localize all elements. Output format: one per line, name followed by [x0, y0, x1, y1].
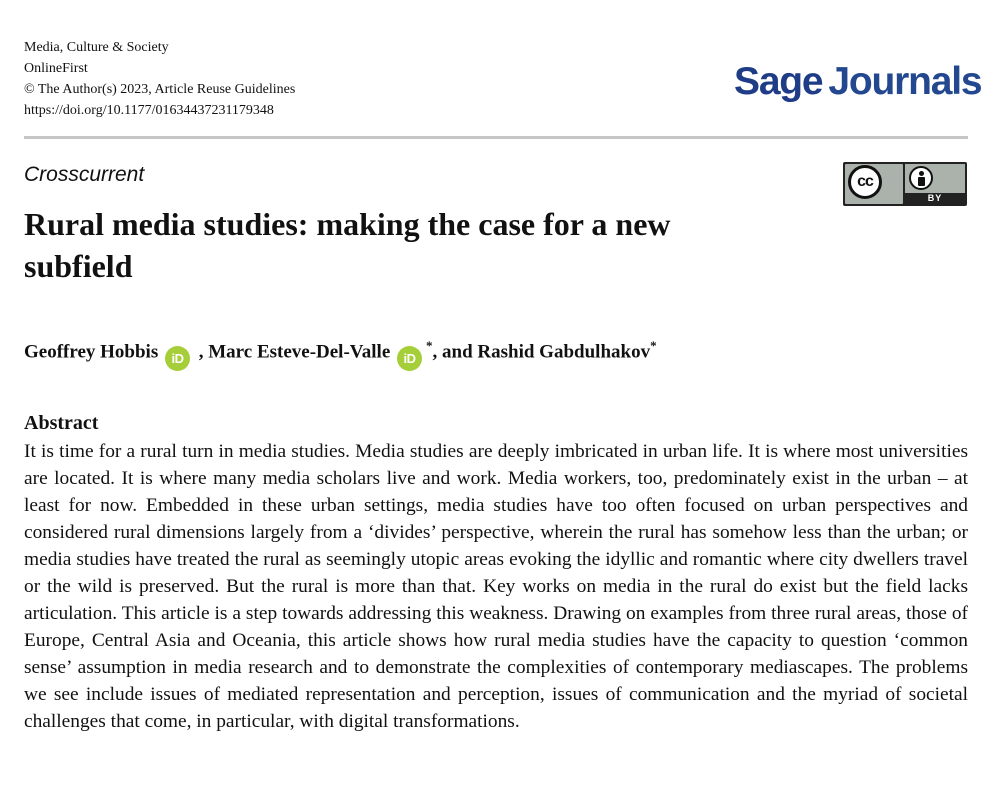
sage-journals-logo[interactable] [734, 60, 981, 104]
logo-journals: Journals [828, 60, 982, 103]
copyright-line[interactable]: © The Author(s) 2023, Article Reuse Guidelines [24, 82, 296, 97]
doi-link[interactable]: https://doi.org/10.1177/01634437231179348 [24, 103, 274, 118]
orcid-icon[interactable]: iD [397, 346, 422, 371]
header-divider [24, 136, 968, 139]
article-metadata [24, 37, 295, 121]
creative-commons-by-icon[interactable] [843, 162, 967, 206]
author-name[interactable]: Rashid Gabdulhakov [477, 341, 651, 363]
publication-status: OnlineFirst [24, 61, 88, 76]
author-name[interactable]: Geoffrey Hobbis [24, 341, 159, 363]
abstract-heading: Abstract [24, 412, 99, 434]
author-mark: * [426, 338, 433, 353]
author-mark: * [650, 338, 657, 353]
attribution-person-icon [909, 166, 933, 190]
journal-name: Media, Culture & Society [24, 40, 169, 55]
cc-mark-icon: cc [848, 165, 882, 199]
article-title: Rural media studies: making the case for a new subfield [24, 206, 671, 284]
abstract-text: It is time for a rural turn in media studies. Media studies are deeply imbricated in urban life. It is where most universities are located. It is where many media scholars live and work. Media workers, too, predominately exist in the urban – at least for now. Embedded in these urban settings, media studies have too often focused on urban perspectives and considered rural dimensions largely from a ‘divides’ perspective, wherein the rural has somehow less than the urban; or media studies have treated the rural as seemingly utopic areas evoking the idyllic and romantic where city dwellers travel or the wild is preserved. But the rural is more than that. Key works on media in the rural do exist but the field lacks articulation. This article is a step towards addressing this weakness. Drawing on examples from three rural areas, those of Europe, Central Asia and Oceania, this article shows how rural media studies have the capacity to question ‘common sense’ assumption in media research and to demonstrate the complexities of contemporary mediascapes. The problems we see include issues of mediated representation and perception, issues of communication and the myriad of societal challenges that come, in particular, with digital transformations. [24, 441, 968, 732]
by-label: BY [905, 193, 965, 204]
orcid-icon[interactable]: iD [165, 346, 190, 371]
article-section: Crosscurrent [24, 163, 145, 186]
author-separator: , and [432, 341, 478, 363]
author-name[interactable]: Marc Esteve-Del-Valle [208, 341, 391, 363]
logo-sage: Sage [734, 60, 823, 103]
author-list [24, 338, 657, 371]
author-separator: , [193, 341, 204, 363]
